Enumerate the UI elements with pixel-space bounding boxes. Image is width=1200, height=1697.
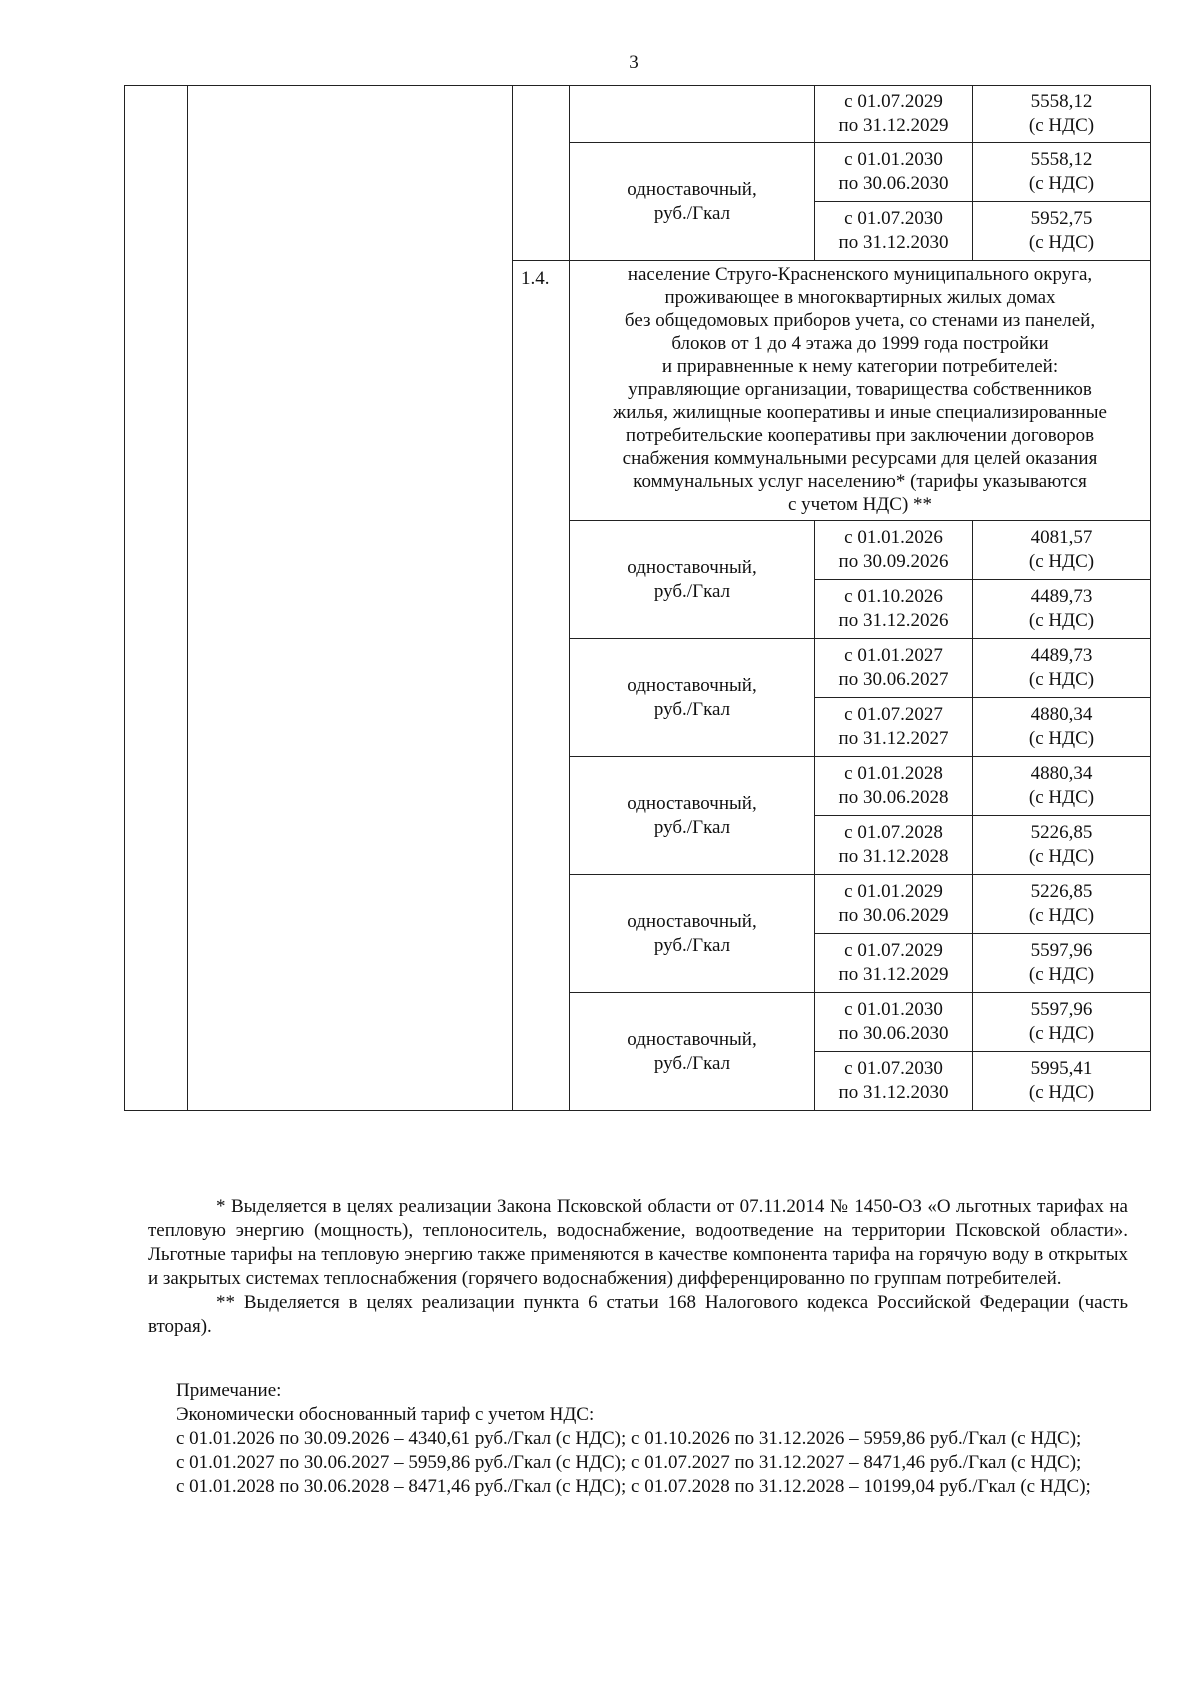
tariff-value: 5597,96 [1030, 940, 1093, 961]
period-to: по 31.12.2029 [838, 964, 949, 985]
tariff-value-cell [973, 1052, 1151, 1111]
tariff-value-cell [973, 86, 1151, 143]
period-cell [815, 521, 973, 580]
period-to: по 30.09.2026 [838, 551, 949, 572]
period-from: с 01.07.2027 [844, 704, 943, 725]
notes-block [148, 1195, 1128, 1499]
tariff-type-cell [570, 875, 815, 993]
period-from: с 01.01.2027 [844, 645, 943, 666]
note-line: с 01.01.2026 по 30.09.2026 – 4340,61 руб./Гкал (с НДС); с 01.10.2026 по 31.12.2026 – 5959,86 руб./Гкал (с НДС); [176, 1428, 1082, 1449]
period-to: по 31.12.2026 [838, 610, 949, 631]
period-from: с 01.07.2030 [844, 1058, 943, 1079]
period-from: с 01.10.2026 [844, 586, 943, 607]
description-line: снабжения коммунальными ресурсами для целей оказания [622, 448, 1098, 469]
tariff-vat-note: (с НДС) [1028, 232, 1095, 253]
period-cell [815, 1052, 973, 1111]
period-cell [815, 934, 973, 993]
description-line: потребительские кооперативы при заключении договоров [625, 425, 1095, 446]
tariff-vat-note: (с НДС) [1028, 115, 1095, 136]
period-to: по 31.12.2027 [838, 728, 949, 749]
period-to: по 30.06.2030 [838, 173, 949, 194]
period-cell [815, 143, 973, 202]
period-cell [815, 202, 973, 261]
tariff-vat-note: (с НДС) [1028, 964, 1095, 985]
tariff-vat-note: (с НДС) [1028, 1023, 1095, 1044]
period-to: по 30.06.2029 [838, 905, 949, 926]
tariff-value-cell [973, 698, 1151, 757]
description-line: проживающее в многоквартирных жилых домах [664, 287, 1056, 308]
tariff-value-cell [973, 521, 1151, 580]
tariff-value-cell [973, 143, 1151, 202]
tariff-type: одноставочный, [627, 556, 757, 578]
section-description [570, 261, 1151, 521]
tariff-type-cell [570, 521, 815, 639]
period-to: по 30.06.2028 [838, 787, 949, 808]
tariff-value-cell [973, 639, 1151, 698]
tariff-vat-note: (с НДС) [1028, 846, 1095, 867]
footnote-one-star: * Выделяется в целях реализации Закона Псковской области от 07.11.2014 № 1450-ОЗ «О льготных тарифах на тепловую энергию (мощность), теплоноситель, водоснабжение, водоотведение на территории Псковской области». Льготные тарифы на тепловую энергию также применяются в качестве компонента тарифа на горячую воду в открытых и закрытых системах теплоснабжения (горячего водоснабжения) дифференцированно по группам потребителей. [148, 1196, 1128, 1289]
tariff-table [124, 85, 1151, 1111]
period-from: с 01.01.2028 [844, 763, 943, 784]
description-line: коммунальных услуг населению* (тарифы указываются [633, 471, 1087, 492]
period-cell [815, 993, 973, 1052]
description-line: без общедомовых приборов учета, со стенами из панелей, [624, 310, 1096, 331]
blank-col-1 [125, 86, 188, 1111]
period-from: с 01.01.2029 [844, 881, 943, 902]
period-cell [815, 580, 973, 639]
tariff-type: одноставочный, [627, 178, 757, 200]
period-to: по 31.12.2029 [838, 115, 949, 136]
description-line: блоков от 1 до 4 этажа до 1999 года постройки [671, 333, 1049, 354]
tariff-vat-note: (с НДС) [1028, 787, 1095, 808]
page-number: 3 [629, 52, 639, 73]
tariff-type-cell [570, 143, 815, 261]
tariff-value: 5226,85 [1030, 881, 1093, 902]
blank-type-cell [570, 86, 815, 143]
note-heading: Примечание: [176, 1380, 282, 1401]
description-line: управляющие организации, товарищества собственников [628, 379, 1092, 400]
tariff-vat-note: (с НДС) [1028, 669, 1095, 690]
tariff-value: 5558,12 [1030, 91, 1093, 112]
tariff-type-cell [570, 993, 815, 1111]
period-from: с 01.07.2029 [844, 91, 943, 112]
tariff-value: 4880,34 [1030, 763, 1093, 784]
tariff-vat-note: (с НДС) [1028, 905, 1095, 926]
tariff-unit: руб./Гкал [653, 698, 731, 720]
period-cell [815, 757, 973, 816]
period-cell [815, 639, 973, 698]
table-row [125, 86, 1151, 143]
tariff-value: 5952,75 [1030, 208, 1093, 229]
tariff-value-cell [973, 202, 1151, 261]
tariff-type: одноставочный, [627, 792, 757, 814]
period-from: с 01.07.2029 [844, 940, 943, 961]
tariff-vat-note: (с НДС) [1028, 728, 1095, 749]
period-cell [815, 698, 973, 757]
tariff-type: одноставочный, [627, 910, 757, 932]
tariff-value: 5226,85 [1030, 822, 1093, 843]
tariff-vat-note: (с НДС) [1028, 551, 1095, 572]
period-to: по 30.06.2030 [838, 1023, 949, 1044]
period-to: по 31.12.2030 [838, 232, 949, 253]
period-from: с 01.07.2028 [844, 822, 943, 843]
tariff-type: одноставочный, [627, 674, 757, 696]
tariff-value-cell [973, 875, 1151, 934]
tariff-value: 5597,96 [1030, 999, 1093, 1020]
tariff-unit: руб./Гкал [653, 1052, 731, 1074]
tariff-unit: руб./Гкал [653, 934, 731, 956]
period-to: по 30.06.2027 [838, 669, 949, 690]
period-from: с 01.01.2026 [844, 527, 943, 548]
note-line: с 01.01.2027 по 30.06.2027 – 5959,86 руб./Гкал (с НДС); с 01.07.2027 по 31.12.2027 – 8471,46 руб./Гкал (с НДС); [176, 1452, 1082, 1473]
tariff-value: 4880,34 [1030, 704, 1093, 725]
tariff-value: 4489,73 [1030, 645, 1093, 666]
tariff-type-cell [570, 639, 815, 757]
tariff-value: 4489,73 [1030, 586, 1093, 607]
blank-col-2 [188, 86, 513, 1111]
section-number: 1.4. [513, 261, 570, 1111]
description-line: с учетом НДС) ** [787, 494, 933, 515]
period-from: с 01.01.2030 [844, 149, 943, 170]
tariff-unit: руб./Гкал [653, 202, 731, 224]
period-cell [815, 816, 973, 875]
note-line: с 01.01.2028 по 30.06.2028 – 8471,46 руб./Гкал (с НДС); с 01.07.2028 по 31.12.2028 – 10199,04 руб./Гкал (с НДС); [176, 1476, 1091, 1497]
period-cell [815, 875, 973, 934]
tariff-value: 5995,41 [1030, 1058, 1093, 1079]
tariff-vat-note: (с НДС) [1028, 1082, 1095, 1103]
description-line: и приравненные к нему категории потребителей: [661, 356, 1059, 377]
tariff-vat-note: (с НДС) [1028, 610, 1095, 631]
period-from: с 01.01.2030 [844, 999, 943, 1020]
tariff-unit: руб./Гкал [653, 816, 731, 838]
tariff-type: одноставочный, [627, 1028, 757, 1050]
description-line: население Струго-Красненского муниципального округа, [627, 264, 1093, 285]
blank-col-3 [513, 86, 570, 261]
tariff-value-cell [973, 816, 1151, 875]
tariff-value-cell [973, 934, 1151, 993]
period-cell [815, 86, 973, 143]
note-subheading: Экономически обоснованный тариф с учетом НДС: [176, 1404, 595, 1425]
period-to: по 31.12.2030 [838, 1082, 949, 1103]
period-to: по 31.12.2028 [838, 846, 949, 867]
tariff-type-cell [570, 757, 815, 875]
tariff-value: 5558,12 [1030, 149, 1093, 170]
period-from: с 01.07.2030 [844, 208, 943, 229]
tariff-value-cell [973, 757, 1151, 816]
description-line: жилья, жилищные кооперативы и иные специализированные [613, 402, 1107, 423]
tariff-value-cell [973, 993, 1151, 1052]
tariff-vat-note: (с НДС) [1028, 173, 1095, 194]
footnote-two-star: ** Выделяется в целях реализации пункта 6 статьи 168 Налогового кодекса Российской Федерации (часть вторая). [148, 1292, 1128, 1337]
tariff-unit: руб./Гкал [653, 580, 731, 602]
tariff-value-cell [973, 580, 1151, 639]
tariff-value: 4081,57 [1030, 527, 1093, 548]
